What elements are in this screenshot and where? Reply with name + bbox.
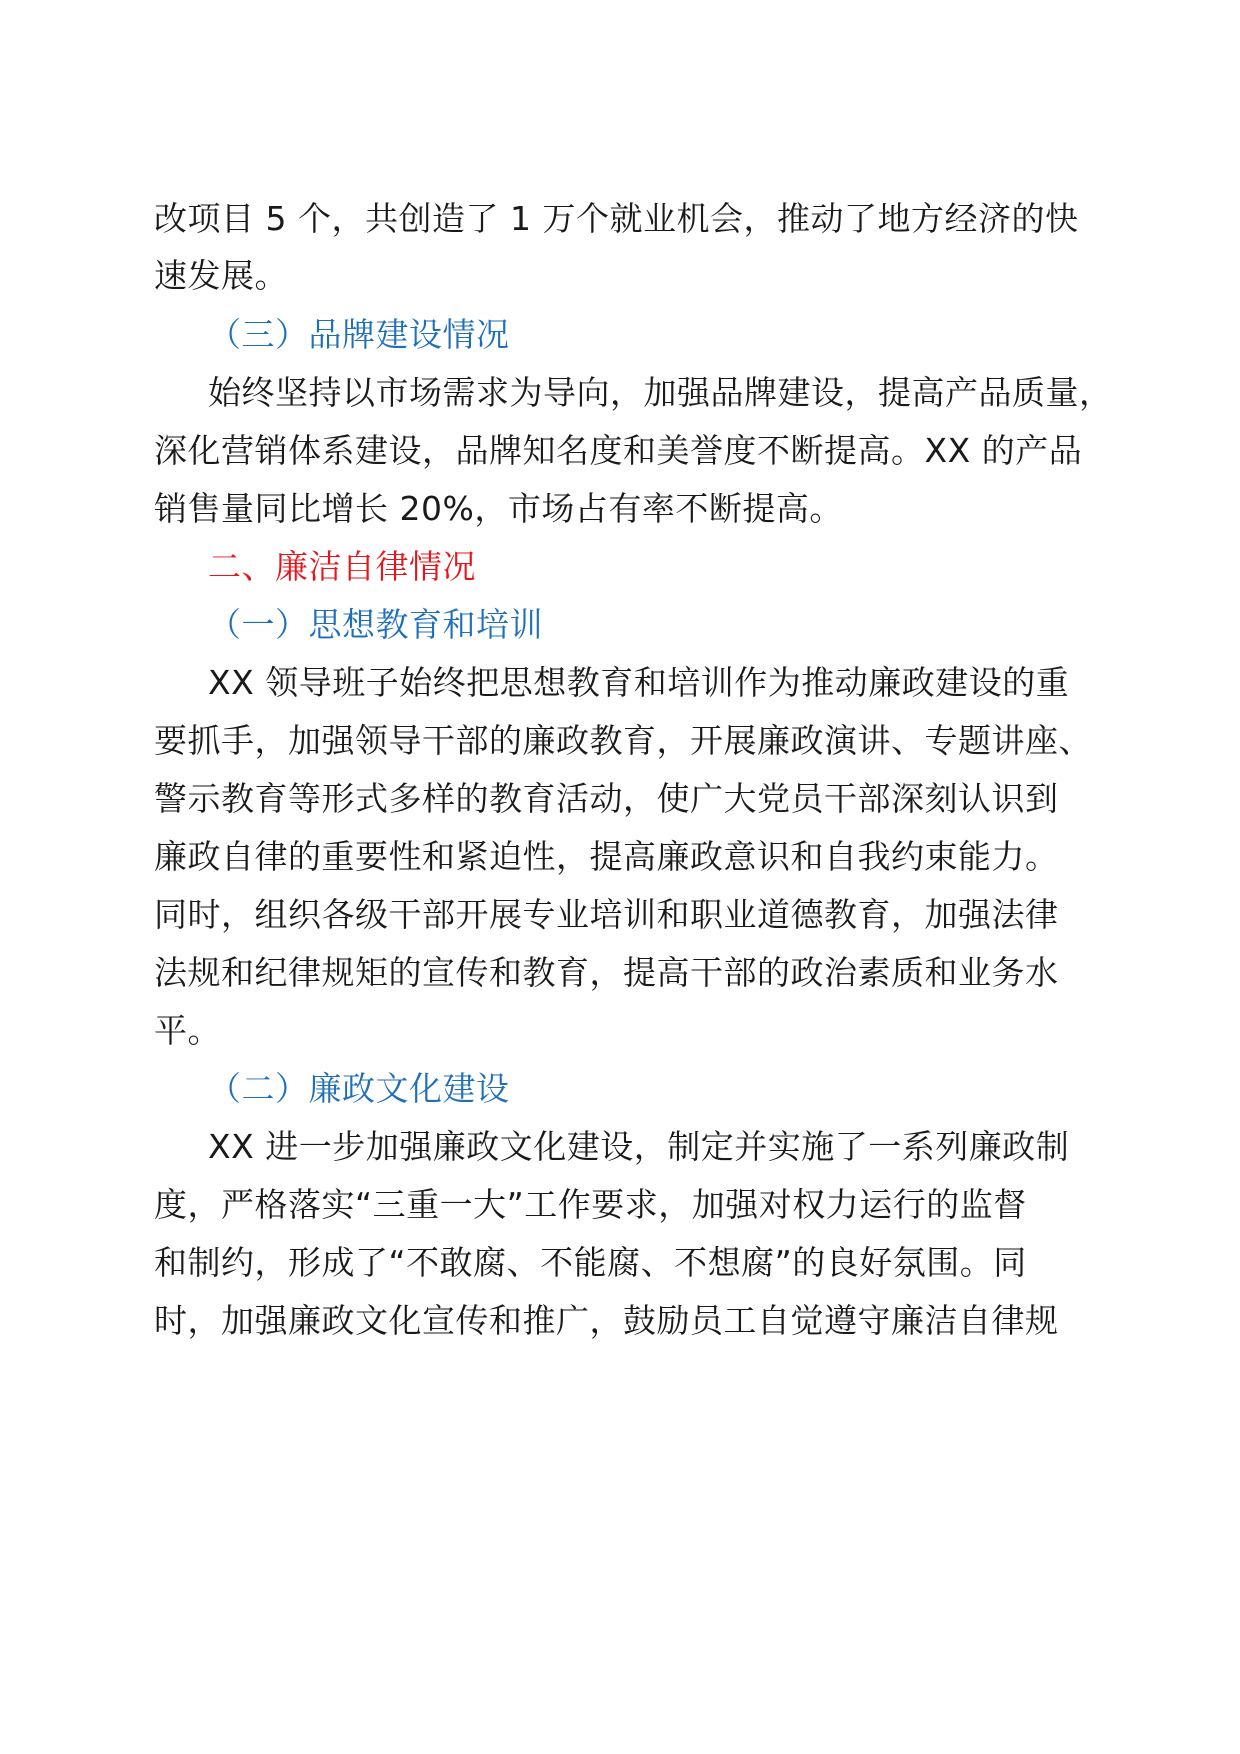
body-text-line: 同时，组织各级干部开展专业培训和职业道德教育，加强法律 <box>154 895 1059 934</box>
section-heading: 二、廉洁自律情况 <box>208 547 476 586</box>
body-text-line: 深化营销体系建设，品牌知名度和美誉度不断提高。XX 的产品 <box>154 431 1083 470</box>
body-text-line: 要抓手，加强领导干部的廉政教育，开展廉政演讲、专题讲座、 <box>154 721 1092 760</box>
body-text-line: 警示教育等形式多样的教育活动，使广大党员干部深刻认识到 <box>154 779 1059 818</box>
body-text-line: 平。 <box>154 1011 221 1050</box>
body-text-line: XX 领导班子始终把思想教育和培训作为推动廉政建设的重 <box>208 663 1070 702</box>
body-text-line: XX 进一步加强廉政文化建设，制定并实施了一系列廉政制 <box>208 1127 1070 1166</box>
body-text-line: 法规和纪律规矩的宣传和教育，提高干部的政治素质和业务水 <box>154 953 1059 992</box>
section-subheading: （三）品牌建设情况 <box>208 315 510 354</box>
body-text-line: 廉政自律的重要性和紧迫性，提高廉政意识和自我约束能力。 <box>154 837 1059 876</box>
body-text-line: 速发展。 <box>154 256 288 295</box>
body-text-line: 始终坚持以市场需求为导向，加强品牌建设，提高产品质量， <box>208 373 1113 412</box>
body-text-line: 度，严格落实“三重一大”工作要求，加强对权力运行的监督 <box>154 1185 1027 1224</box>
body-text-line: 销售量同比增长 20%，市场占有率不断提高。 <box>154 489 843 528</box>
section-subheading: （二）廉政文化建设 <box>208 1069 510 1108</box>
section-subheading: （一）思想教育和培训 <box>208 605 543 644</box>
body-text-line: 改项目 5 个，共创造了 1 万个就业机会，推动了地方经济的快 <box>154 199 1079 238</box>
body-text-line: 和制约，形成了“不敢腐、不能腐、不想腐”的良好氛围。同 <box>154 1243 1027 1282</box>
body-text-line: 时，加强廉政文化宣传和推广，鼓励员工自觉遵守廉洁自律规 <box>154 1301 1059 1340</box>
